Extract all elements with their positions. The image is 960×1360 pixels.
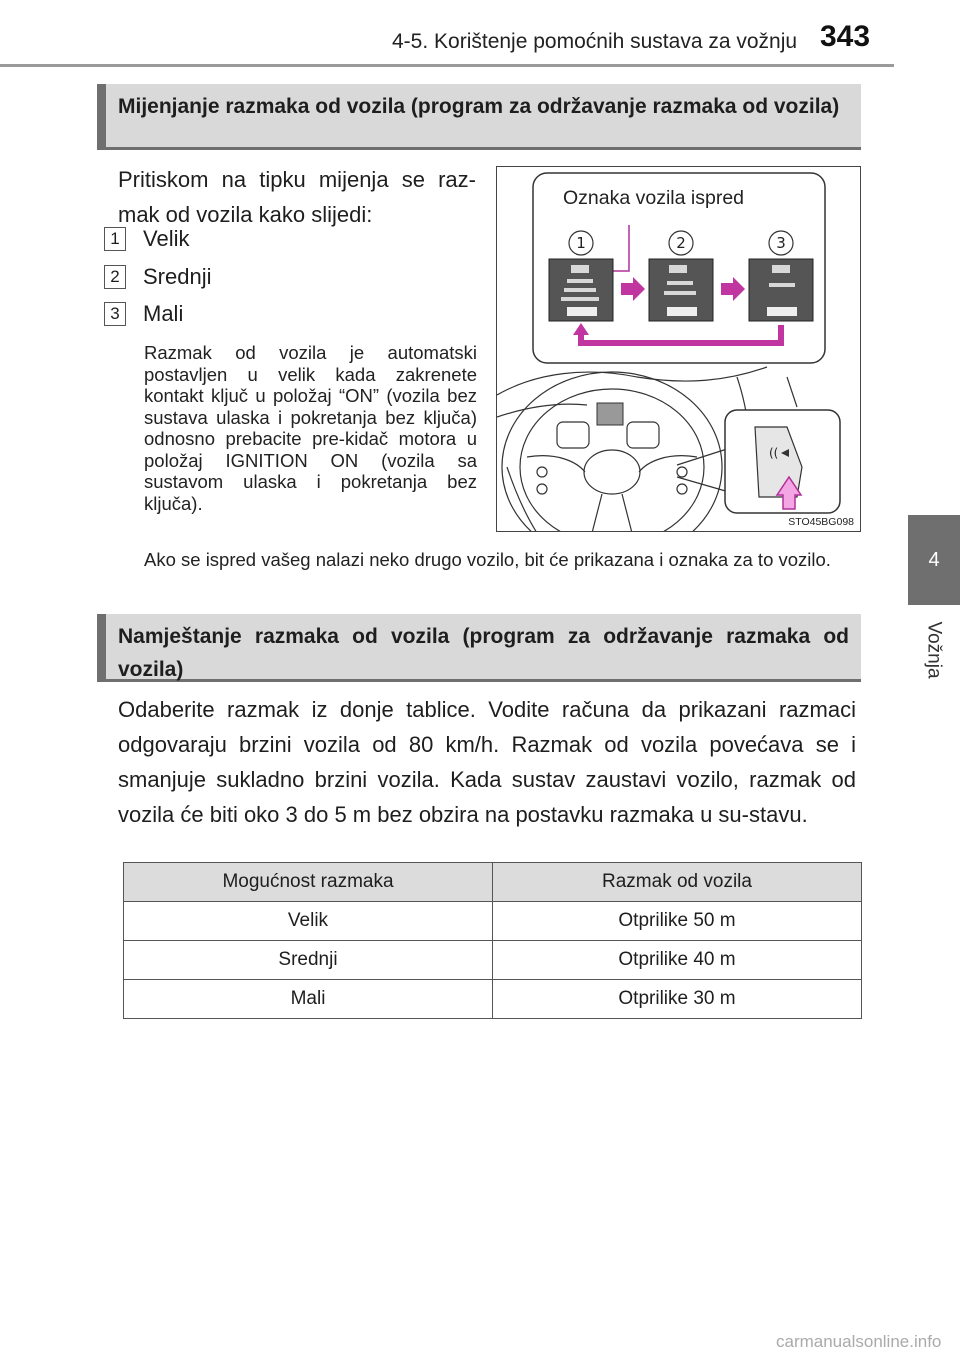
page-number: 343 — [820, 20, 871, 53]
section1-intro: Pritiskom na tipku mijenja se raz-mak od vozila kako slijedi: — [118, 167, 476, 227]
list-item — [104, 301, 183, 327]
table-cell: Otprilike 30 m — [493, 980, 862, 1019]
section-heading-change-distance: Mijenjanje razmaka od vozila (program za održavanje razmaka od vozila) — [97, 84, 861, 150]
svg-text:((: (( — [769, 446, 779, 460]
table-cell: Velik — [124, 902, 493, 941]
section2-paragraph: Odaberite razmak iz donje tablice. Vodite računa da prikazani razmaci odgovaraju brzini vozila od 80 km/h. Razmak od vozila povećava se i smanjuje sukladno brzini vozila. Kada sustav zaustavi vozilo, razmak od vozila će biti oko 3 do 5 m bez obzira na postavku razmaka u su-stavu. — [118, 697, 856, 827]
section-heading-set-distance: Namještanje razmaka od vozila (program za održavanje razmaka od vozila) — [97, 614, 861, 682]
watermark: carmanualsonline.info — [776, 1332, 942, 1351]
running-header: 4-5. Korištenje pomoćnih sustava za vožnju — [392, 30, 798, 53]
dash-display — [597, 403, 623, 425]
table-cell: Srednji — [124, 941, 493, 980]
list-item-label: Velik — [143, 226, 190, 251]
list-item — [104, 264, 211, 290]
number-badge: 3 — [104, 302, 126, 326]
list-item-label: Srednji — [143, 264, 212, 289]
table-row — [124, 902, 862, 941]
chapter-tab — [908, 515, 960, 605]
illustration-drawing — [497, 167, 861, 532]
table-row — [124, 980, 862, 1019]
table-cell: Otprilike 50 m — [493, 902, 862, 941]
table-row — [124, 941, 862, 980]
column-header: Mogućnost razmaka — [124, 863, 493, 902]
figure-code: STO45BG098 — [788, 516, 854, 528]
table-header-row — [124, 863, 862, 902]
column-header: Razmak od vozila — [493, 863, 862, 902]
marker-1: 1 — [576, 234, 586, 252]
list-item-label: Mali — [143, 301, 184, 326]
number-badge: 2 — [104, 265, 126, 289]
note-default-distance: Razmak od vozila je automatski postavljen u velik kada zakrenete kontakt ključ u položaj “ON” (vozila bez sustava ulaska i pokretanja bez ključa) odnosno prebacite pre-kidač motora u položaj IGNITION ON (vozila sa sustavom ulaska i pokretanja bez ključa). — [144, 342, 477, 514]
number-badge: 1 — [104, 227, 126, 251]
note-vehicle-ahead: Ako se ispred vašeg nalazi neko drugo vozilo, bit će prikazana i oznaka za to vozilo. — [144, 549, 831, 570]
header-divider — [0, 64, 894, 67]
list-item — [104, 226, 189, 252]
marker-3: 3 — [776, 234, 786, 252]
chapter-number: 4 — [928, 548, 940, 571]
chapter-label: Vožnja — [924, 621, 946, 679]
table-cell: Otprilike 40 m — [493, 941, 862, 980]
distance-table — [123, 862, 862, 1019]
illustration-distance-switch — [496, 166, 861, 532]
callout-vehicle-ahead: Oznaka vozila ispred — [563, 187, 745, 209]
chapter-label-container — [908, 610, 960, 690]
distance-screens — [549, 259, 813, 321]
table-cell: Mali — [124, 980, 493, 1019]
marker-2: 2 — [676, 234, 686, 252]
